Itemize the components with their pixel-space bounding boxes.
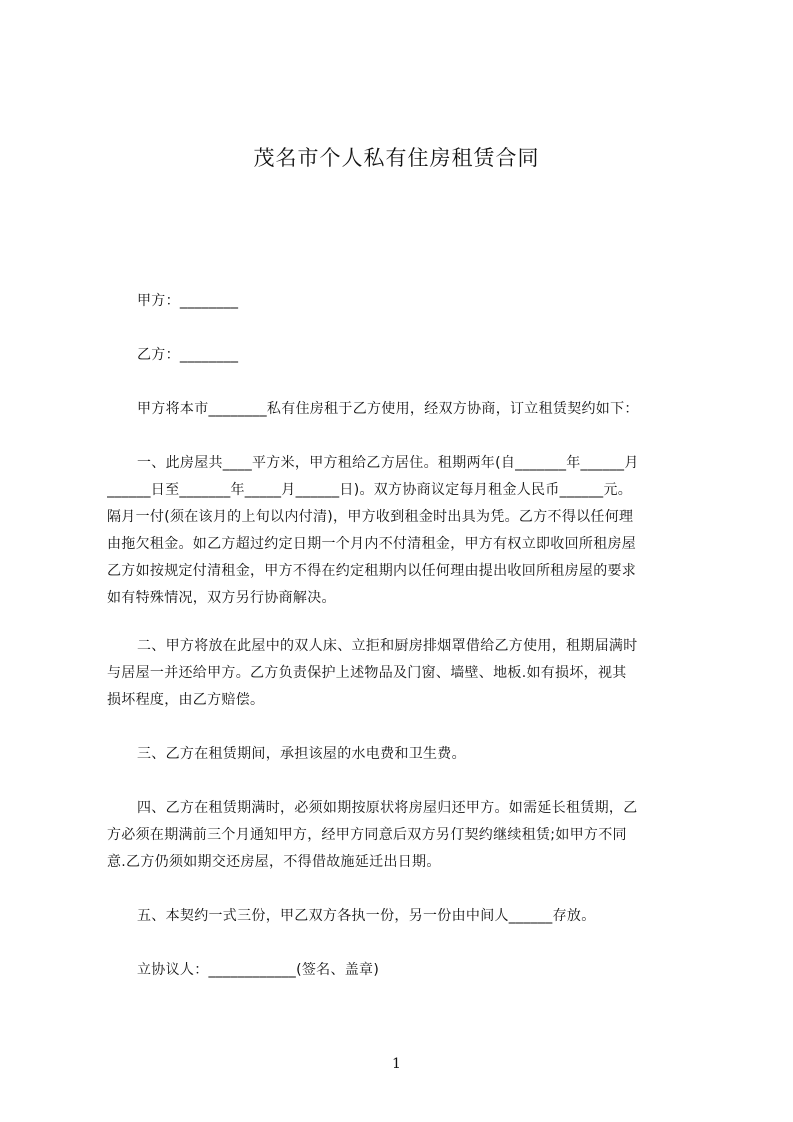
page-number: 1: [392, 1056, 401, 1072]
clause-1-line: ______日至_______年_____月______日)。双方协商议定每月租金人民币______元。: [107, 482, 633, 498]
signature-line: 立协议人：____________(签名、盖章): [137, 962, 380, 978]
clause-1-line: 如有特殊情况，双方另行协商解决。: [107, 590, 336, 606]
clause-1-line: 由拖欠租金。如乙方超过约定日期一个月内不付清租金，甲方有权立即收回所租房屋: [107, 536, 637, 552]
clause-1-line: 乙方如按规定付清租金，甲方不得在约定租期内以任何理由提出收回所租房屋的要求: [107, 563, 637, 579]
clause-3-paragraph: 三、乙方在租赁期间，承担该屋的水电费和卫生费。: [137, 746, 466, 762]
clause-2-line: 损坏程度，由乙方赔偿。: [107, 692, 265, 708]
party-b-line: 乙方：________: [137, 347, 239, 363]
party-a-line: 甲方：________: [137, 293, 239, 309]
clause-4-line: 意.乙方仍须如期交还房屋，不得借故施延迁出日期。: [107, 854, 441, 870]
clause-4-line: 方必须在期满前三个月通知甲方，经甲方同意后双方另仃契约继续租赁;如甲方不同: [107, 827, 627, 843]
clause-4-line: 四、乙方在租赁期满时，必须如期按原状将房屋归还甲方。如需延长租赁期，乙: [137, 800, 638, 816]
clause-1-line: 隔月一付(须在该月的上旬以内付清)，甲方收到租金时出具为凭。乙方不得以任何理: [107, 509, 634, 525]
clause-1-line: 一、此房屋共____平方米，甲方租给乙方居住。租期两年(自_______年______月: [137, 455, 639, 471]
clause-2-line: 与居屋一并还给甲方。乙方负责保护上述物品及门窗、墙壁、地板.如有损坏，视其: [107, 665, 627, 681]
clause-2-line: 二、甲方将放在此屋中的双人床、立拒和厨房排烟罩借给乙方使用，租期届满时: [137, 638, 638, 654]
document-title: 茂名市个人私有住房租赁合同: [253, 146, 540, 170]
intro-paragraph: 甲方将本市________私有住房租于乙方使用，经双方协商，订立租赁契约如下：: [137, 401, 639, 417]
clause-5-paragraph: 五、本契约一式三份，甲乙双方各执一份，另一份由中间人______存放。: [137, 908, 596, 924]
